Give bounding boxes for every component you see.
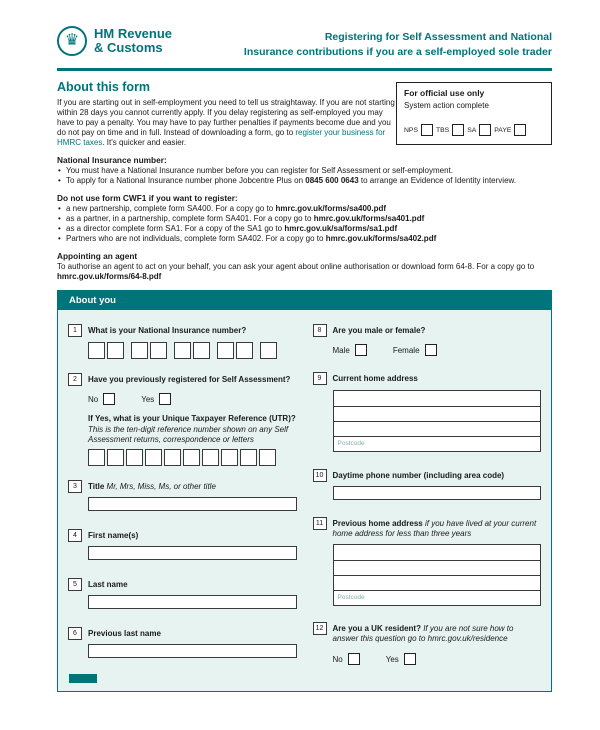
prev-postcode-label: Postcode [337, 594, 365, 601]
question-12 [313, 622, 542, 665]
ni-char-box[interactable] [174, 342, 191, 359]
q12-label-text: Are you a UK resident? [332, 624, 421, 633]
female-label: Female [392, 345, 420, 355]
utr-note: This is the ten-digit reference number shown on any Self Assessment returns, correspondence or letters [88, 425, 289, 444]
question-3-label [88, 480, 216, 492]
question-8-label: Are you male or female? [332, 326, 426, 335]
current-address-box [333, 390, 542, 452]
utr-char-box[interactable] [164, 449, 181, 466]
question-12-label [333, 622, 542, 644]
utr-char-box[interactable] [107, 449, 124, 466]
q12-answer-row [333, 653, 542, 665]
daytime-phone-input[interactable] [333, 486, 542, 500]
question-11-label [333, 517, 542, 539]
agent-text: To authorise an agent to act on your behalf, you can ask your agent about online authorisation or download form 64-8. For a copy go to [57, 262, 535, 271]
sa400-text: a new partnership, complete form SA400. For a copy go to [66, 204, 276, 213]
q12-no-checkbox[interactable] [348, 653, 360, 665]
sa1-link[interactable]: hmrc.gov.uk/sa/forms/sa1.pdf [284, 224, 398, 233]
q2-no-label: No [88, 394, 99, 404]
prev-address-line-3[interactable] [334, 575, 541, 590]
question-2 [68, 373, 297, 466]
paye-checkbox[interactable] [514, 124, 526, 136]
q12-no-label: No [332, 654, 343, 664]
last-name-input[interactable] [88, 595, 297, 609]
official-use-subtitle: System action complete [404, 101, 489, 110]
question-10-number: 10 [313, 469, 327, 482]
question-6-number: 6 [68, 627, 82, 640]
nps-checkbox[interactable] [421, 124, 433, 136]
nps-label: NPS [404, 126, 418, 134]
question-8 [313, 324, 542, 356]
org-name [94, 27, 172, 55]
title-input[interactable] [88, 497, 297, 511]
form-title-line2: Insurance contributions if you are a self-employed sole trader [243, 46, 552, 58]
question-2-label: Have you previously registered for Self Assessment? [88, 375, 291, 384]
intro-paragraph [57, 98, 395, 148]
crown-glyph: ♛ [64, 32, 80, 49]
ni-char-box[interactable] [107, 342, 124, 359]
question-3-number: 3 [68, 480, 82, 493]
ni-bullet-2-tail: to arrange an Evidence of Identity interview. [358, 176, 517, 185]
previous-address-box [333, 544, 542, 606]
utr-char-box[interactable] [183, 449, 200, 466]
tbs-checkbox[interactable] [452, 124, 464, 136]
sa1-bullet [57, 224, 552, 234]
address-line-1[interactable] [334, 391, 541, 406]
q3-label-text: Title [88, 482, 105, 491]
question-5-number: 5 [68, 578, 82, 591]
question-6 [68, 627, 297, 658]
question-9-label: Current home address [332, 374, 418, 383]
question-4-label: First name(s) [88, 531, 139, 540]
agent-heading: Appointing an agent [57, 251, 138, 261]
ni-number-boxes [88, 342, 297, 359]
ni-bullet-1 [57, 166, 552, 176]
question-8-number: 8 [313, 324, 327, 337]
q2-answer-row [88, 393, 297, 405]
q11-label-text: Previous home address [332, 519, 423, 528]
question-1-label: What is your National Insurance number? [88, 326, 247, 335]
sa-checkbox[interactable] [479, 124, 491, 136]
crown-icon [57, 26, 87, 56]
sa1-text: as a director complete form SA1. For a copy of the SA1 go to [66, 224, 285, 233]
q3-hint: Mr, Mrs, Miss, Ms, or other title [106, 482, 216, 491]
female-checkbox[interactable] [425, 344, 437, 356]
question-12-number: 12 [313, 622, 327, 635]
ni-char-box[interactable] [217, 342, 234, 359]
truncated-question-7-fragment [69, 674, 97, 683]
utr-char-box[interactable] [221, 449, 238, 466]
left-column [68, 310, 297, 683]
about-you-section [57, 290, 552, 692]
sa400-link[interactable]: hmrc.gov.uk/forms/sa400.pdf [275, 204, 387, 213]
ni-char-box[interactable] [236, 342, 253, 359]
question-11-number: 11 [313, 517, 327, 530]
sa402-link[interactable]: hmrc.gov.uk/forms/sa402.pdf [325, 234, 437, 243]
org-name-line2: & Customs [94, 40, 163, 55]
form-title [244, 30, 552, 60]
address-line-3[interactable] [334, 421, 541, 436]
utr-char-box[interactable] [202, 449, 219, 466]
prev-address-line-2[interactable] [334, 560, 541, 575]
do-not-use-heading: Do not use form CWF1 if you want to register: [57, 193, 238, 203]
form-64-8-link[interactable]: hmrc.gov.uk/forms/64-8.pdf [57, 272, 162, 281]
official-use-title: For official use only [404, 88, 485, 98]
sa401-link[interactable]: hmrc.gov.uk/forms/sa401.pdf [313, 214, 425, 223]
form-title-line1: Registering for Self Assessment and National [324, 31, 552, 43]
utr-label: If Yes, what is your Unique Taxpayer Reference (UTR)? [88, 414, 296, 423]
prev-address-line-1[interactable] [334, 545, 541, 560]
do-not-use-bullets [57, 204, 552, 244]
q11-hint: if you have lived at your current home address for less than three years [332, 519, 537, 538]
address-line-2[interactable] [334, 406, 541, 421]
ni-number-heading: National Insurance number: [57, 155, 167, 165]
register-business-link[interactable]: register your business for HMRC taxes [57, 128, 386, 147]
ni-number-bullets [57, 166, 552, 186]
right-column [313, 310, 542, 683]
question-4-number: 4 [68, 529, 82, 542]
about-you-header-bar: About you [58, 291, 551, 310]
male-label: Male [332, 345, 350, 355]
sa401-text: as a partner, in a partnership, complete form SA401. For a copy go to [66, 214, 314, 223]
paye-label: PAYE [494, 126, 512, 134]
q2-yes-label: Yes [141, 394, 155, 404]
ni-char-box[interactable] [88, 342, 105, 359]
residence-link[interactable]: hmrc.gov.uk/residence [427, 634, 508, 643]
ni-char-box[interactable] [150, 342, 167, 359]
ni-bullet-2-text: To apply for a National Insurance number phone Jobcentre Plus on [66, 176, 306, 185]
header [0, 0, 600, 60]
prev-postcode-row[interactable] [334, 590, 541, 605]
about-this-form-heading: About this form [57, 80, 151, 94]
q12-yes-checkbox[interactable] [404, 653, 416, 665]
ni-char-box[interactable] [260, 342, 277, 359]
org-name-line1: HM Revenue [94, 26, 173, 41]
question-9 [313, 372, 542, 452]
q2-yes-checkbox[interactable] [159, 393, 171, 405]
question-1-number: 1 [68, 324, 82, 337]
hmrc-logo [57, 26, 172, 56]
postcode-label: Postcode [337, 440, 365, 447]
question-5-label: Last name [88, 580, 128, 589]
ni-char-box[interactable] [193, 342, 210, 359]
question-10-label: Daytime phone number (including area code) [332, 471, 505, 480]
agent-paragraph [57, 262, 552, 282]
question-1 [68, 324, 297, 359]
question-10 [313, 469, 542, 500]
question-3 [68, 480, 297, 511]
question-11 [313, 517, 542, 606]
male-checkbox[interactable] [355, 344, 367, 356]
utr-char-box[interactable] [259, 449, 276, 466]
utr-char-box[interactable] [145, 449, 162, 466]
sa400-bullet [57, 204, 552, 214]
question-2-number: 2 [68, 373, 82, 386]
q8-answer-row [333, 344, 542, 356]
utr-boxes [88, 449, 297, 466]
q12-hint: If you are not sure how to answer this question go to [332, 624, 514, 643]
sa402-bullet [57, 234, 552, 244]
postcode-row[interactable] [334, 436, 541, 451]
q2-no-checkbox[interactable] [103, 393, 115, 405]
utr-char-box[interactable] [88, 449, 105, 466]
ni-char-box[interactable] [131, 342, 148, 359]
jobcentre-phone-number: 0845 600 0643 [305, 176, 359, 185]
intro-text: If you are starting out in self-employment you need to tell us straightaway. If you are not starting within 28 days you cannot currently apply. If you delay registering as self-employed you may have to pay a penalty. You may have to pay further penalties if payments become due and you do not pay on time and in full. Instead of downloading a form, go to [57, 98, 395, 137]
q12-yes-label: Yes [385, 654, 399, 664]
utr-char-box[interactable] [126, 449, 143, 466]
sa401-bullet [57, 214, 552, 224]
question-4 [68, 529, 297, 560]
intro-text-tail: . It's quicker and easier. [102, 138, 187, 147]
header-divider [57, 68, 552, 71]
ni-bullet-1-text: You must have a National Insurance number before you can register for Self Assessment or self-employment. [66, 166, 454, 175]
question-5 [68, 578, 297, 609]
first-name-input[interactable] [88, 546, 297, 560]
previous-last-name-input[interactable] [88, 644, 297, 658]
question-6-label: Previous last name [88, 629, 161, 638]
sa-label: SA [467, 126, 477, 134]
ni-bullet-2 [57, 176, 552, 186]
sa402-text: Partners who are not individuals, complete form SA402. For a copy go to [66, 234, 326, 243]
utr-char-box[interactable] [240, 449, 257, 466]
official-use-box [396, 82, 552, 145]
question-9-number: 9 [313, 372, 327, 385]
about-this-form-section [57, 80, 552, 148]
tbs-label: TBS [435, 126, 450, 134]
official-use-checkboxes [404, 124, 544, 136]
